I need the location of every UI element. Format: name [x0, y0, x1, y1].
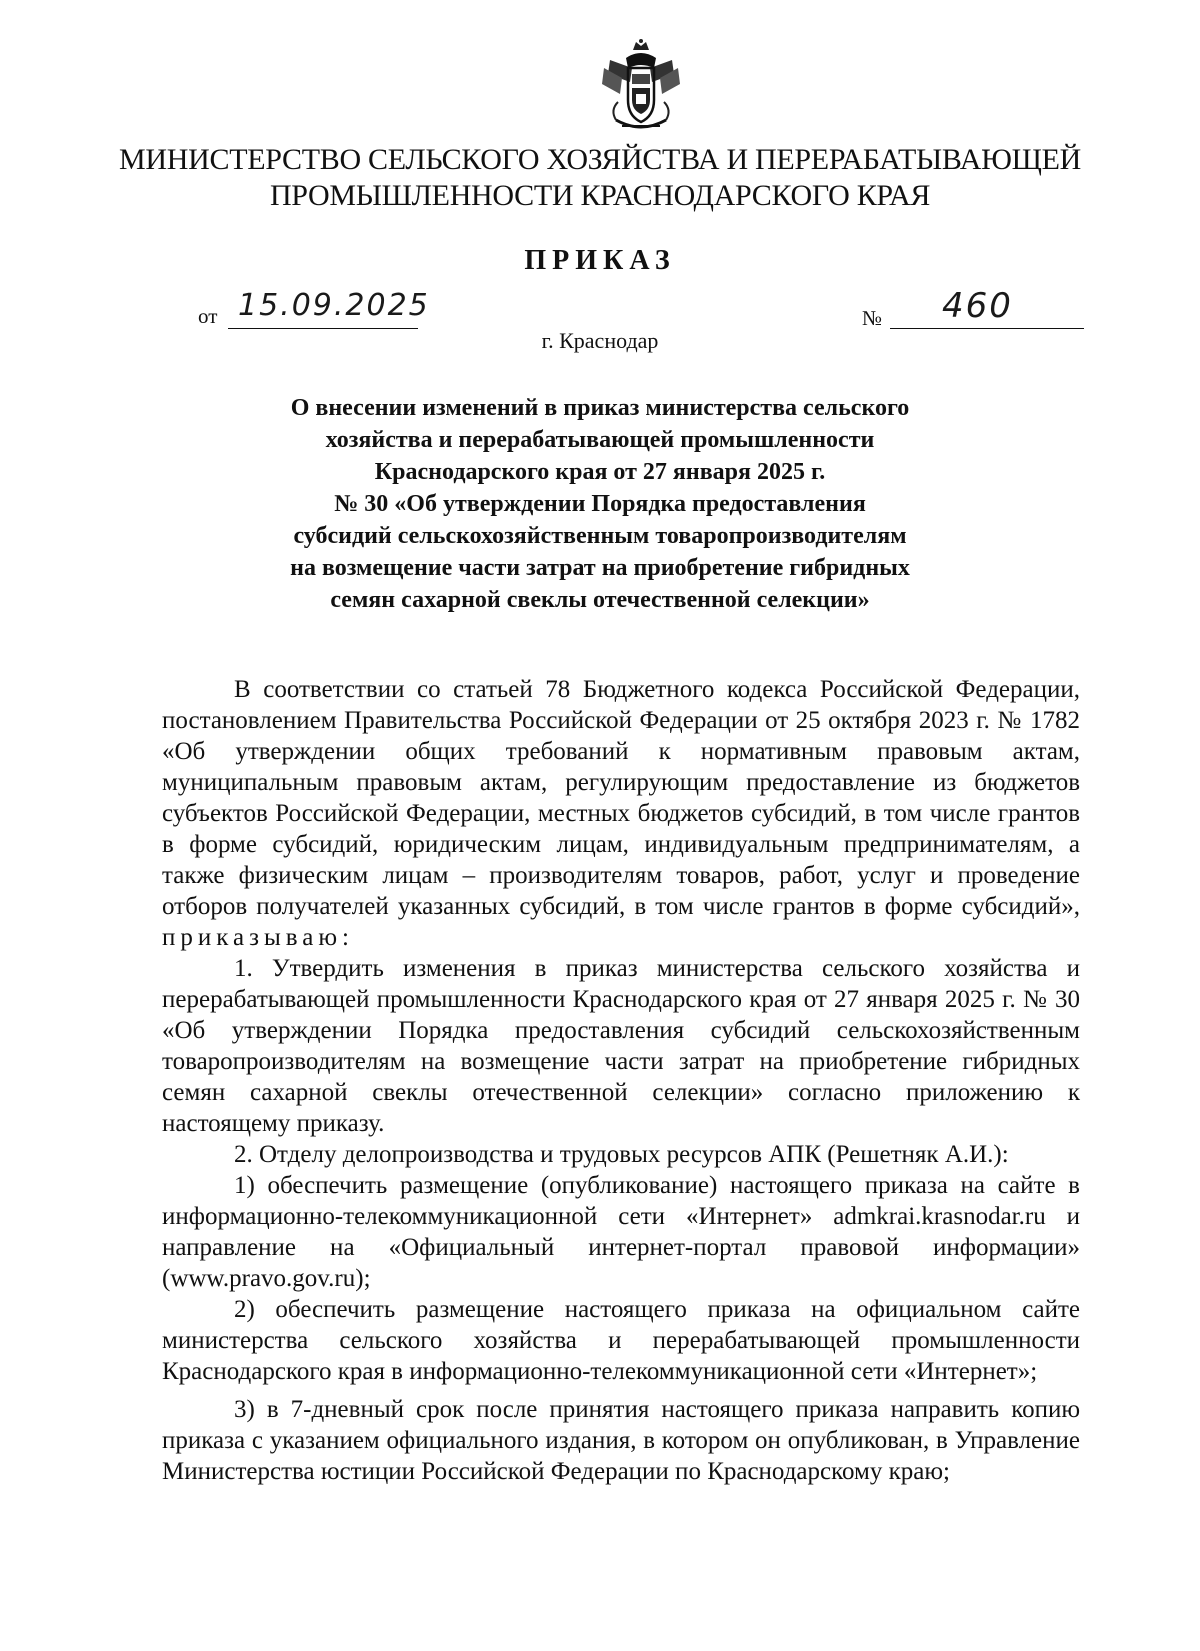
date-prefix: от — [198, 304, 218, 328]
handwritten-date: 15.09.2025 — [238, 288, 430, 323]
subject-line: О внесении изменений в приказ министерства сельского — [290, 395, 910, 421]
subject-line: семян сахарной свеклы отечественной селекции» — [330, 587, 870, 613]
subject-line: № 30 «Об утверждении Порядка предоставления — [334, 491, 866, 517]
city: г. Краснодар — [541, 328, 659, 353]
item-2-2: 2) обеспечить размещение настоящего приказа на официальном сайте министерства сельского хозяйства и перерабатывающей промышленности Краснодарского края в информационно-телекоммуникационной сети «Интернет»; — [162, 1296, 1080, 1385]
item-1: 1. Утвердить изменения в приказ министерства сельского хозяйства и перерабатывающей промышленности Краснодарского края от 27 января 2025 г. № 30 «Об утверждении Порядка предоставления субсидий сельскохозяйственным товаропроизводителям на возмещение части затрат на приобретение гибридных семян сахарной свеклы отечественной селекции» согласно приложению к настоящему приказу. — [162, 955, 1080, 1137]
document-subject — [200, 392, 1000, 616]
item-2-3: 3) в 7-дневный срок после принятия настоящего приказа направить копию приказа с указанием официального издания, в котором он опубликован, в Управление Министерства юстиции Российской Федерации по Краснодарскому краю; — [162, 1396, 1080, 1485]
number-prefix: № — [862, 306, 883, 330]
subject-line: субсидий сельскохозяйственным товаропроизводителям — [293, 523, 907, 549]
subject-line: Краснодарского края от 27 января 2025 г. — [374, 459, 826, 485]
item-2-1: 1) обеспечить размещение (опубликование) настоящего приказа на сайте в информационно-телекоммуникационной сети «Интернет» admkrai.krasnodar.ru и направление на «Официальный интернет-портал правовой информации» (www.pravo.gov.ru); — [162, 1172, 1080, 1292]
preamble-text: В соответствии со статьей 78 Бюджетного кодекса Российской Федерации, постановлением Правительства Российской Федерации от 25 октября 2023 г. № 1782 «Об утверждении общих требований к нормативным правовым актам, муниципальным правовым актам, регулирующим предоставление из бюджетов субъектов Российской Федерации, местных бюджетов субсидий, в том числе грантов в форме субсидий, юридическим лицам, индивидуальным предпринимателям, а также физическим лицам – производителям товаров, работ, услуг и проведение отборов получателей указанных субсидий, в том числе грантов в форме субсидий», — [162, 676, 1080, 920]
document-body — [162, 674, 1080, 1487]
handwritten-number: 460 — [942, 286, 1013, 326]
ministry-line-1: МИНИСТЕРСТВО СЕЛЬСКОГО ХОЗЯЙСТВА И ПЕРЕРАБАТЫВАЮЩЕЙ — [119, 143, 1081, 176]
subject-line: на возмещение части затрат на приобретение гибридных — [290, 555, 910, 581]
ministry-line-2: ПРОМЫШЛЕННОСТИ КРАСНОДАРСКОГО КРАЯ — [269, 179, 931, 212]
preamble-paragraph — [162, 674, 1080, 953]
coat-of-arms-icon — [596, 38, 686, 138]
document-type: ПРИКАЗ — [524, 245, 676, 276]
subject-line: хозяйства и перерабатывающей промышленности — [325, 427, 875, 453]
ministry-name — [0, 142, 1200, 214]
item-2: 2. Отделу делопроизводства и трудовых ресурсов АПК (Решетняк А.И.): — [234, 1141, 1009, 1168]
order-word: приказываю: — [162, 924, 354, 951]
